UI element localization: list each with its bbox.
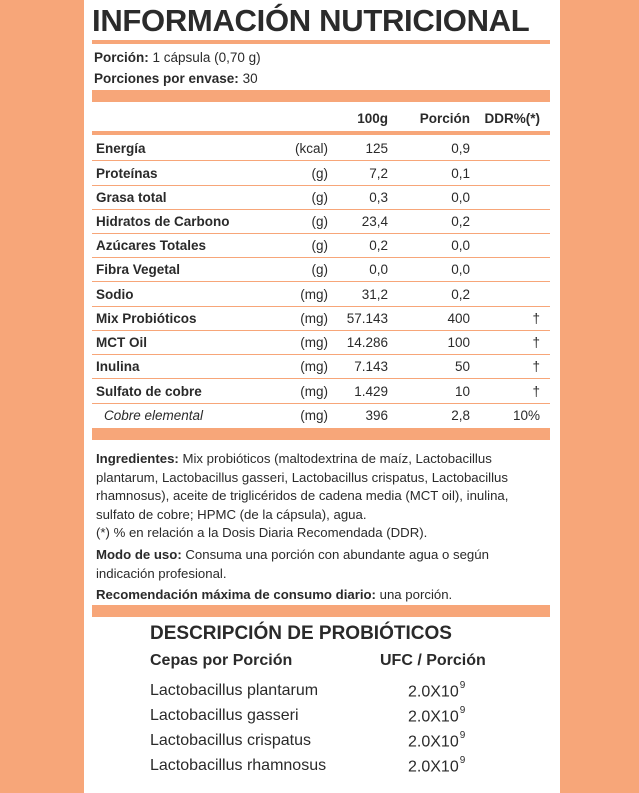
value-ddr: † — [532, 384, 540, 399]
ufc-header: UFC / Porción — [380, 652, 486, 669]
value-100g: 57.143 — [346, 311, 388, 326]
probiotic-strain: Lactobacillus crispatus — [150, 732, 311, 749]
value-ddr: 10% — [512, 408, 540, 423]
table-row — [92, 355, 550, 379]
probiotic-ufc — [408, 707, 465, 726]
table-row — [92, 380, 550, 404]
value-100g: 0,3 — [369, 190, 388, 205]
value-100g: 7,2 — [369, 166, 388, 181]
row-divider — [92, 378, 550, 379]
ufc-exponent: 9 — [459, 680, 466, 691]
value-ddr: † — [532, 311, 540, 326]
header-ddr: DDR%(*) — [484, 111, 540, 126]
servings-label: Porciones por envase: — [94, 71, 239, 86]
nutrient-name: Grasa total — [96, 190, 167, 205]
portion-label: Porción: — [94, 50, 149, 65]
probiotic-strain: Lactobacillus rhamnosus — [150, 757, 327, 774]
table-row — [92, 137, 550, 161]
value-portion: 400 — [447, 311, 470, 326]
strain-header: Cepas por Porción — [150, 652, 293, 669]
nutrient-name: Proteínas — [96, 166, 158, 181]
value-portion: 10 — [454, 384, 470, 399]
nutrient-unit: (mg) — [300, 311, 328, 326]
table-header — [92, 107, 550, 131]
nutrient-unit: (mg) — [300, 408, 328, 423]
probiotic-ufc — [408, 682, 465, 701]
nutrient-name: Hidratos de Carbono — [96, 214, 230, 229]
usage-text: Consuma una porción con abundante agua o según indicación profesional. — [96, 547, 489, 581]
value-portion: 0,2 — [451, 287, 470, 302]
table-row — [92, 258, 550, 282]
ufc-exponent: 9 — [459, 755, 466, 766]
ingredients-label: Ingredientes: — [96, 451, 179, 466]
value-100g: 14.286 — [346, 335, 388, 350]
header-100g: 100g — [357, 111, 388, 126]
nutrient-unit: (g) — [311, 238, 328, 253]
portion-line — [94, 50, 261, 65]
probiotics-title: DESCRIPCIÓN DE PROBIÓTICOS — [150, 623, 452, 644]
nutrient-unit: (g) — [311, 262, 328, 277]
max-consumption-block — [96, 586, 546, 605]
ufc-exponent: 9 — [459, 705, 466, 716]
row-divider — [92, 281, 550, 282]
ufc-base: 2.0X10 — [408, 758, 459, 776]
probiotic-strain: Lactobacillus gasseri — [150, 707, 299, 724]
value-portion: 2,8 — [451, 408, 470, 423]
value-portion: 0,0 — [451, 238, 470, 253]
row-divider — [92, 160, 550, 161]
table-row — [92, 210, 550, 234]
ufc-exponent: 9 — [459, 730, 466, 741]
nutrient-unit: (mg) — [300, 335, 328, 350]
value-100g: 396 — [365, 408, 388, 423]
table-row — [92, 162, 550, 186]
section-bar-top — [92, 90, 550, 102]
value-portion: 50 — [454, 359, 470, 374]
value-100g: 23,4 — [361, 214, 388, 229]
nutrient-name: Cobre elemental — [104, 408, 204, 423]
max-consumption-label: Recomendación máxima de consumo diario: — [96, 587, 376, 602]
nutrient-name: Azúcares Totales — [96, 238, 207, 253]
table-row — [92, 331, 550, 355]
nutrient-unit: (mg) — [300, 384, 328, 399]
page-title: INFORMACIÓN NUTRICIONAL — [92, 3, 530, 38]
nutrient-name: Sulfato de cobre — [96, 384, 202, 399]
value-portion: 0,2 — [451, 214, 470, 229]
table-row — [92, 404, 550, 428]
nutrient-name: MCT Oil — [96, 335, 147, 350]
section-bar-mid — [92, 428, 550, 440]
value-100g: 7.143 — [354, 359, 388, 374]
value-portion: 100 — [447, 335, 470, 350]
ddr-note: (*) % en relación a la Dosis Diaria Recomendada (DDR). — [96, 525, 428, 541]
ufc-base: 2.0X10 — [408, 708, 459, 726]
nutrient-name: Fibra Vegetal — [96, 262, 181, 277]
value-100g: 125 — [365, 141, 388, 156]
table-row — [92, 234, 550, 258]
nutrient-unit: (kcal) — [295, 141, 328, 156]
nutrient-unit: (g) — [311, 214, 328, 229]
value-ddr: † — [532, 335, 540, 350]
title-divider — [92, 40, 550, 44]
ingredients-text: Mix probióticos (maltodextrina de maíz, Lactobacillus plantarum, Lactobacillus gasseri, Lactobacillus crispatus, Lactobacillus rhamnosus), aceite de triglicéridos de cadena media (MCT oil), inulina, sulfato de cobre; HPMC (de la cápsula), agua. — [96, 451, 509, 522]
nutrient-unit: (g) — [311, 166, 328, 181]
nutrient-name: Energía — [96, 141, 146, 156]
max-consumption-text: una porción. — [375, 587, 453, 602]
table-row — [92, 186, 550, 210]
value-100g: 0,2 — [369, 238, 388, 253]
servings-value: 30 — [242, 71, 258, 86]
nutrient-unit: (mg) — [300, 359, 328, 374]
probiotic-ufc — [408, 757, 465, 776]
value-portion: 0,0 — [451, 190, 470, 205]
ufc-base: 2.0X10 — [408, 683, 459, 701]
header-portion: Porción — [419, 111, 470, 126]
ingredients-block — [96, 450, 546, 543]
nutrient-name: Inulina — [96, 359, 140, 374]
usage-label: Modo de uso: — [96, 547, 182, 562]
table-row — [92, 283, 550, 307]
section-bar-bottom — [92, 605, 550, 617]
value-portion: 0,1 — [451, 166, 470, 181]
servings-line — [94, 71, 258, 86]
probiotic-ufc — [408, 732, 465, 751]
value-100g: 31,2 — [361, 287, 388, 302]
header-divider — [92, 131, 550, 135]
ufc-base: 2.0X10 — [408, 733, 459, 751]
value-100g: 0,0 — [369, 262, 388, 277]
portion-value: 1 cápsula (0,70 g) — [152, 50, 261, 65]
value-portion: 0,0 — [451, 262, 470, 277]
value-ddr: † — [532, 359, 540, 374]
nutrient-name: Sodio — [96, 287, 134, 302]
probiotic-strain: Lactobacillus plantarum — [150, 682, 319, 699]
table-row — [92, 307, 550, 331]
value-portion: 0,9 — [451, 141, 470, 156]
nutrient-name: Mix Probióticos — [96, 311, 197, 326]
nutrient-unit: (mg) — [300, 287, 328, 302]
nutrient-unit: (g) — [311, 190, 328, 205]
value-100g: 1.429 — [354, 384, 388, 399]
usage-block — [96, 546, 546, 583]
